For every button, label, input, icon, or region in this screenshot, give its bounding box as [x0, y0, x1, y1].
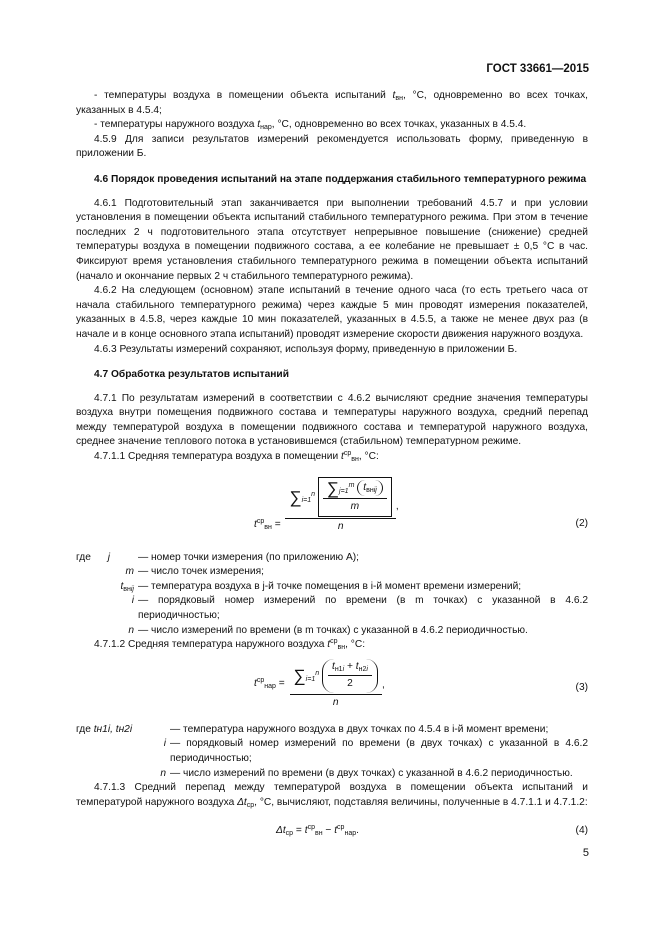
- paragraph-4-6-3: 4.6.3 Результаты измерений сохраняют, используя форму, приведенную в приложении Б.: [94, 343, 518, 355]
- var: t: [254, 519, 257, 531]
- sub: i: [366, 665, 368, 673]
- definition: — порядковый номер измерений по времени (в двух точках) с указанной в 4.6.2 периодичностью;: [170, 738, 588, 764]
- sup: ср: [307, 824, 315, 832]
- symbol: i: [163, 738, 166, 750]
- formula-4: [76, 814, 588, 848]
- var: t: [254, 678, 257, 690]
- symbol: n: [160, 767, 166, 779]
- paragraph-indoor-temperature: [76, 89, 588, 118]
- symbol: tн1i, tн2i: [93, 723, 133, 735]
- sum-symbol: ∑: [289, 487, 302, 507]
- symbol: m: [125, 566, 134, 578]
- lim: n: [315, 669, 320, 677]
- var: Δt: [237, 796, 247, 808]
- paragraph-4-7-1-2: [76, 638, 588, 653]
- where-label: где: [76, 551, 91, 563]
- sub: вн: [314, 830, 323, 838]
- sub: вн: [366, 486, 374, 494]
- var: t: [327, 639, 331, 651]
- definition: — число точек измерения;: [138, 566, 264, 578]
- sub: ij: [130, 585, 134, 593]
- lim: i=1: [305, 675, 316, 683]
- denominator: 2: [347, 678, 353, 690]
- definitions-formula-3: [76, 723, 588, 781]
- denominator: m: [350, 500, 360, 512]
- sup: ср: [337, 824, 345, 832]
- sub: ср: [285, 830, 294, 838]
- var: t: [363, 481, 367, 493]
- text: , °С:: [358, 451, 379, 463]
- heading-4-7: 4.7 Обработка результатов испытаний: [94, 369, 289, 381]
- text: , °С, одновременно во всех точках, указанных в 4.5.4;: [76, 90, 588, 116]
- text: 4.7.1.3 Средний перепад между температурой воздуха в помещении объекта испытаний и температурой наружного воздуха: [76, 782, 588, 808]
- text: 4.7.1.2 Средняя температура наружного воздуха: [94, 639, 325, 651]
- dot: .: [356, 825, 359, 837]
- formula-number: (2): [575, 517, 588, 529]
- var: t: [341, 451, 344, 463]
- symbol: j: [107, 551, 110, 563]
- heading-4-6: 4.6 Порядок проведения испытаний на этапе поддержания стабильного температурного режима: [94, 173, 587, 185]
- sum-symbol: ∑: [326, 478, 340, 498]
- var: Δt: [276, 825, 286, 837]
- lim: m: [348, 481, 355, 489]
- definition: — порядковый номер измерений по времени (в m точках) с указанной в 4.6.2 периодичностью;: [138, 595, 588, 622]
- text: , °С, вычисляют, подставляя величины, полученные в 4.7.1.1 и 4.7.1.2:: [254, 796, 588, 808]
- var: t: [257, 119, 261, 131]
- text: - температуры наружного воздуха: [94, 119, 255, 131]
- definition: — число измерений по времени (в двух точках) с указанной в 4.6.2 периодичностью.: [170, 767, 573, 779]
- equals-sign: =: [295, 825, 302, 837]
- var: t: [331, 660, 335, 672]
- sup: ср: [330, 638, 338, 646]
- var: t: [334, 825, 338, 837]
- sup: ср: [343, 450, 352, 458]
- minus-sign: −: [325, 825, 332, 837]
- var: t: [392, 90, 396, 101]
- denominator: n: [332, 697, 339, 708]
- sup: ср: [256, 677, 265, 685]
- definition: — номер точки измерения (по приложению А);: [138, 551, 359, 563]
- var: t: [304, 825, 308, 837]
- sub: вн: [351, 456, 359, 464]
- sub: нар: [344, 830, 357, 838]
- definition: — температура наружного воздуха в двух точках по 4.5.4 в i-й момент времени;: [170, 723, 549, 735]
- comma: ,: [395, 500, 399, 512]
- lim: j=1: [339, 487, 349, 495]
- paragraph-4-7-1-3: [76, 781, 588, 810]
- text: 4.7.1.1 Средняя температура воздуха в помещении: [94, 451, 339, 463]
- sum-symbol: ∑: [293, 666, 306, 686]
- definition: — число измерений по времени (в m точках) с указанной в 4.6.2 периодичностью.: [138, 624, 528, 636]
- formula-number: (3): [575, 681, 588, 693]
- sub: ср: [246, 801, 255, 809]
- sub: нар: [264, 683, 276, 691]
- sub: вн: [337, 644, 346, 652]
- var: t: [355, 660, 359, 672]
- sub: ij: [373, 486, 377, 494]
- symbol: i: [131, 595, 134, 607]
- lim: n: [311, 490, 316, 498]
- text: , °С, одновременно во всех точках, указанных в 4.5.4.: [271, 119, 527, 131]
- where-label: где: [76, 723, 91, 735]
- sub: н1: [334, 665, 343, 673]
- sub: i: [342, 665, 345, 673]
- page-number: 5: [582, 847, 589, 859]
- paragraph-4-5-9: 4.5.9 Для записи результатов измерений рекомендуется использовать форму, приведенную в приложении Б.: [76, 133, 588, 160]
- equals-sign: =: [278, 678, 285, 690]
- formula-2: [76, 471, 588, 551]
- text: , °С:: [345, 639, 366, 651]
- symbol: n: [128, 624, 134, 636]
- text: - температуры воздуха в помещении объекта испытаний: [94, 90, 386, 101]
- definition: — температура воздуха в j-й точке помещения в i-й момент времени измерений;: [138, 580, 522, 592]
- sub: вн: [395, 95, 403, 102]
- sub: нар: [260, 124, 272, 132]
- sup: ср: [256, 518, 265, 526]
- paragraph-4-7-1: 4.7.1 По результатам измерений в соответствии с 4.6.2 вычисляют средние значения температуры воздуха внутри помещения подвижного состава и температуры наружного воздуха, средний перепад между температурой воздуха в помещении подвижного состава и температурой наружного воздуха, среднее значение теплового потока в установившемся (стабильном) температурном режиме.: [76, 392, 588, 448]
- document-body: [76, 89, 588, 848]
- definitions-formula-2: [76, 551, 588, 639]
- sub: вн: [264, 524, 272, 532]
- fraction: [290, 659, 382, 711]
- comma: ,: [381, 679, 385, 691]
- lim: i=1: [301, 496, 312, 504]
- paragraph-4-6-2: 4.6.2 На следующем (основном) этапе испытаний в течение одного часа (то есть третьего часа от начала стабильного температурного режима) через каждые 5 мин проводят измерения показателей, указанных в 4.5.8, через каждые 10 мин показателей, указанных в 4.5.5, а также не менее двух раз (в начале и в конце основного этапа испытаний) проводят измерение скорости движения наружного воздуха.: [76, 285, 588, 340]
- sub: вн: [123, 585, 131, 593]
- fraction: [285, 477, 395, 535]
- equals-sign: =: [274, 519, 281, 531]
- formula-3: [76, 657, 588, 723]
- plus-sign: +: [346, 660, 353, 672]
- symbol: t: [120, 580, 124, 592]
- sub: н2: [358, 665, 367, 673]
- paragraph-4-7-1-1: [76, 450, 588, 465]
- formula-number: (4): [575, 825, 588, 837]
- denominator: n: [337, 521, 344, 533]
- standard-number: ГОСТ 33661—2015: [486, 63, 589, 75]
- paragraph-4-6-1: 4.6.1 Подготовительный этап заканчивается при выполнении требований 4.5.7 и при условии установления в помещении объекта испытаний стабильного температурного режима. При этом в течение последних 2 ч подготовительного этапа отсутствует непрерывное повышение (снижение) средней температуры воздуха в помещении подвижного состава, а ее колебание не превышает ± 0,5 °С в час. Фиксируют время установления стабильного температурного режима в помещении объекта испытаний (начало и окончание первых 2 ч стабильного температурного режима).: [76, 197, 588, 282]
- paragraph-outdoor-temperature: [76, 118, 588, 133]
